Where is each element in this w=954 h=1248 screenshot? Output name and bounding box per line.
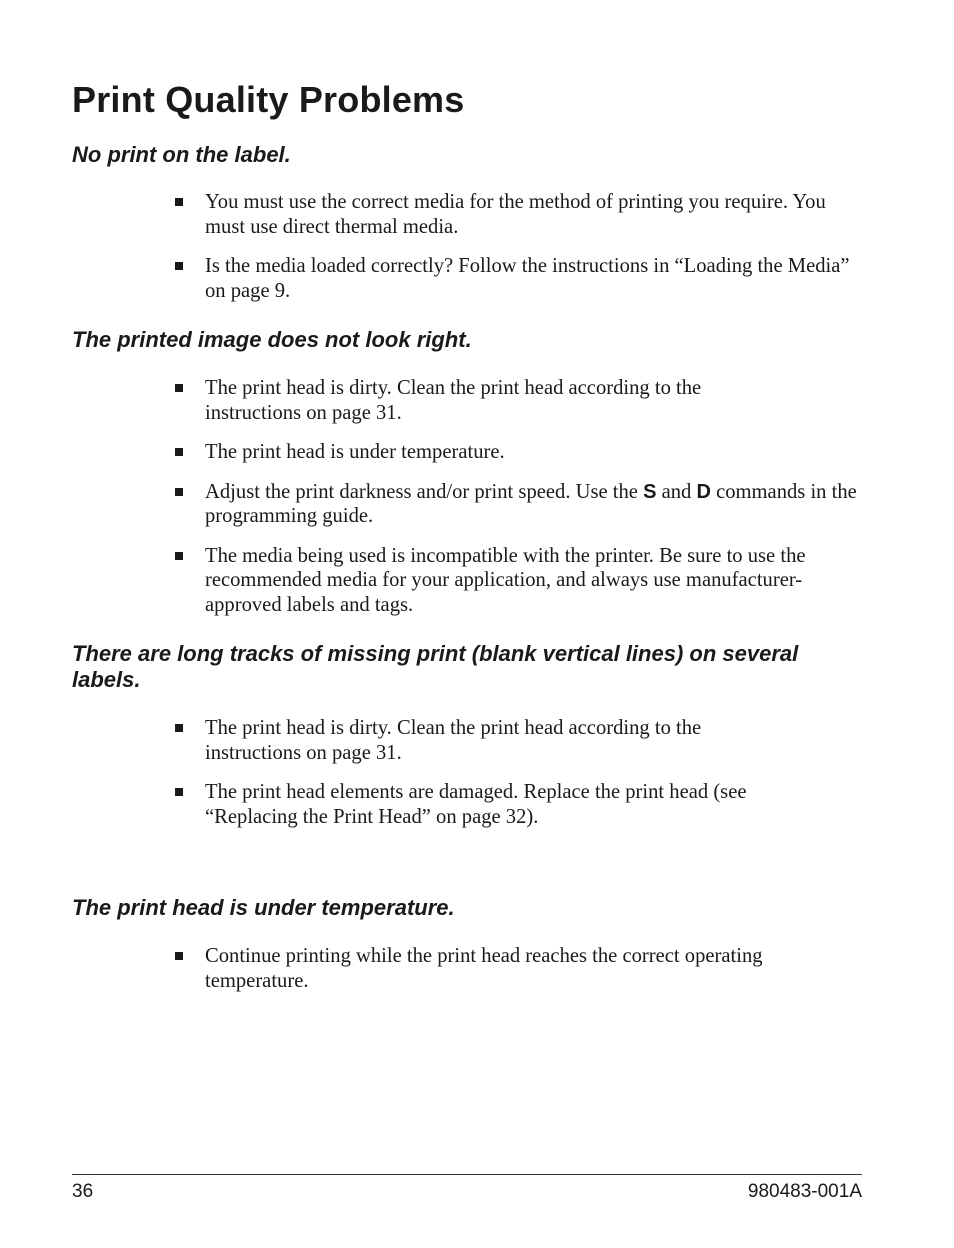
list-item: [205, 254, 850, 303]
section-missing-print: [0, 641, 954, 829]
section-no-print: [0, 142, 954, 303]
list-item: [205, 376, 765, 425]
document-number: 980483-001A: [747, 1181, 862, 1202]
bullet-icon: [175, 262, 183, 270]
bullet-list: [0, 944, 954, 993]
bullet-list: [0, 190, 954, 303]
bullet-list: [0, 716, 954, 829]
list-item-text: and: [656, 480, 697, 503]
bullet-icon: [175, 384, 183, 392]
bullet-icon: [175, 724, 183, 732]
list-item: [205, 944, 825, 993]
section-heading: No print on the label.: [72, 142, 291, 167]
list-item-text: The media being used is incompatible with the printer. Be sure to use the recommended media for your application, and always use manufacturer-approved labels and tags.: [205, 544, 806, 616]
list-item-text: You must use the correct media for the method of printing you require. You must use direct thermal media.: [205, 191, 826, 238]
section-under-temperature: [0, 895, 954, 993]
command-s: S: [643, 480, 657, 503]
list-item-text: The print head is dirty. Clean the print head according to the instructions on page 31.: [205, 377, 702, 424]
bullet-icon: [175, 488, 183, 496]
list-item: [205, 780, 815, 829]
list-item-text: The print head is dirty. Clean the print head according to the instructions on page 31.: [205, 717, 702, 764]
list-item-text: The print head is under temperature.: [205, 441, 505, 463]
list-item: [205, 440, 865, 465]
section-heading: The print head is under temperature.: [72, 895, 455, 920]
list-item-text: Adjust the print darkness and/or print speed. Use the: [205, 480, 644, 503]
bullet-icon: [175, 448, 183, 456]
page-title: Print Quality Problems: [72, 79, 465, 120]
list-item: [205, 480, 865, 529]
section-image-not-right: [0, 327, 954, 617]
list-item: [205, 190, 850, 239]
list-item: [205, 544, 845, 618]
bullet-icon: [175, 952, 183, 960]
list-item-text: Is the media loaded correctly? Follow the instructions in “Loading the Media” on page 9.: [205, 255, 850, 302]
list-item-text: The print head elements are damaged. Replace the print head (see “Replacing the Print Head” on page 32).: [205, 781, 747, 828]
command-d: D: [696, 480, 711, 503]
bullet-icon: [175, 198, 183, 206]
page-number: 36: [72, 1181, 94, 1202]
footer-divider: [72, 1174, 862, 1175]
bullet-icon: [175, 788, 183, 796]
bullet-list: [0, 376, 954, 617]
list-item-text: Continue printing while the print head reaches the correct operating temperature.: [205, 945, 763, 992]
bullet-icon: [175, 552, 183, 560]
section-heading: There are long tracks of missing print (blank vertical lines) on several labels.: [72, 641, 799, 692]
list-item-text: commands in the programming guide.: [205, 480, 857, 527]
list-item: [205, 716, 765, 765]
section-heading: The printed image does not look right.: [72, 327, 472, 352]
